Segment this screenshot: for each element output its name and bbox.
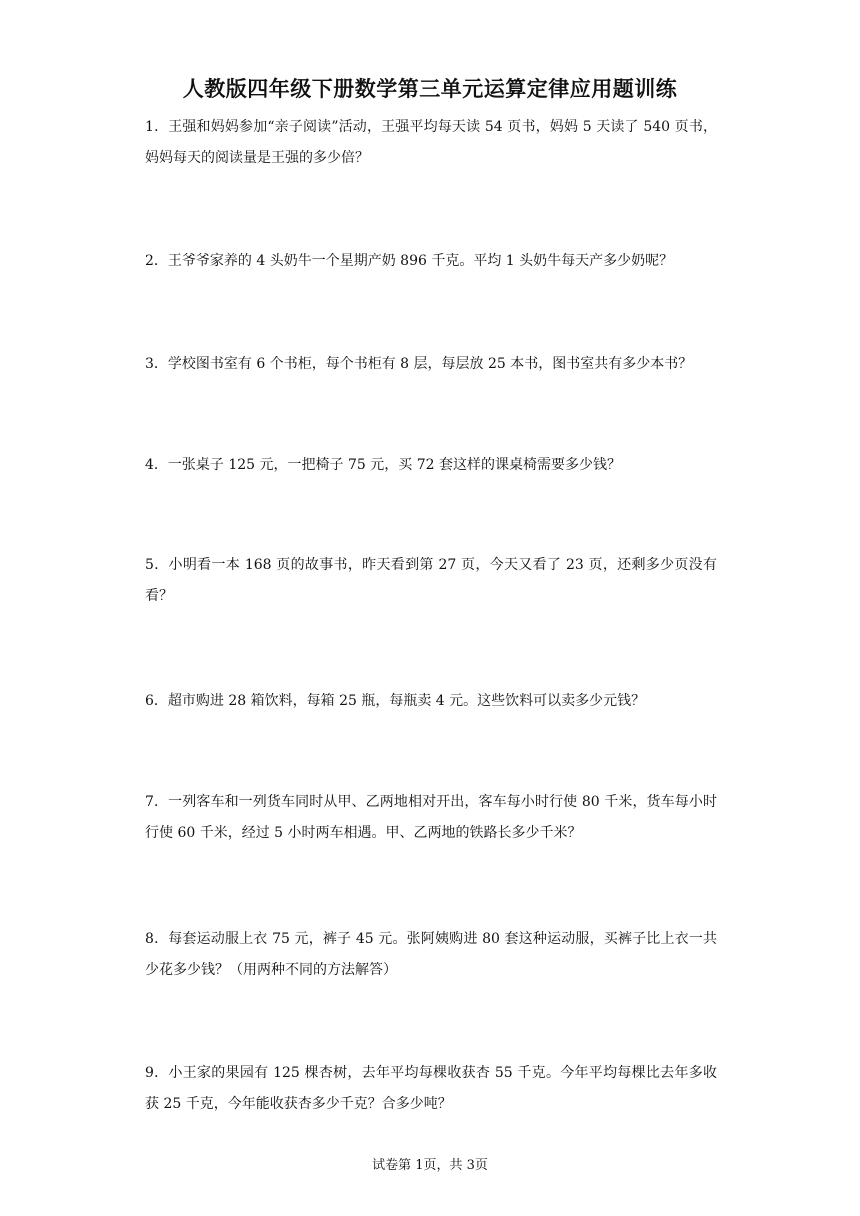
problem-7: 7．一列客车和一列货车同时从甲、乙两地相对开出，客车每小时行使 80 千米，货车每小时行使 60 千米，经过 5 小时两车相遇。甲、乙两地的铁路长多少千米？ xyxy=(145,794,717,841)
problem-4: 4．一张桌子 125 元，一把椅子 75 元，买 72 套这样的课桌椅需要多少钱？ xyxy=(145,457,621,473)
problem-1: 1．王强和妈妈参加“亲子阅读”活动，王强平均每天读 54 页书，妈妈 5 天读了 540 页书，妈妈每天的阅读量是王强的多少倍？ xyxy=(145,119,717,166)
page-footer: 试卷第 1页，共 3页 xyxy=(372,1158,488,1173)
problem-8: 8．每套运动服上衣 75 元，裤子 45 元。张阿姨购进 80 套这种运动服，买裤子比上衣一共少花多少钱？（用两种不同的方法解答） xyxy=(145,931,717,978)
problem-6: 6．超市购进 28 箱饮料，每箱 25 瓶，每瓶卖 4 元。这些饮料可以卖多少元钱？ xyxy=(145,693,646,709)
problem-3: 3．学校图书室有 6 个书柜，每个书柜有 8 层，每层放 25 本书，图书室共有多少本书？ xyxy=(145,356,693,372)
problem-5: 5．小明看一本 168 页的故事书，昨天看到第 27 页，今天又看了 23 页，还剩多少页没有看？ xyxy=(145,557,717,604)
problem-9: 9．小王家的果园有 125 棵杏树，去年平均每棵收获杏 55 千克。今年平均每棵比去年多收获 25 千克，今年能收获杏多少千克？合多少吨？ xyxy=(145,1065,717,1112)
page-title: 人教版四年级下册数学第三单元运算定律应用题训练 xyxy=(182,77,678,101)
problem-2: 2．王爷爷家养的 4 头奶牛一个星期产奶 896 千克。平均 1 头奶牛每天产多少奶呢？ xyxy=(145,253,674,269)
